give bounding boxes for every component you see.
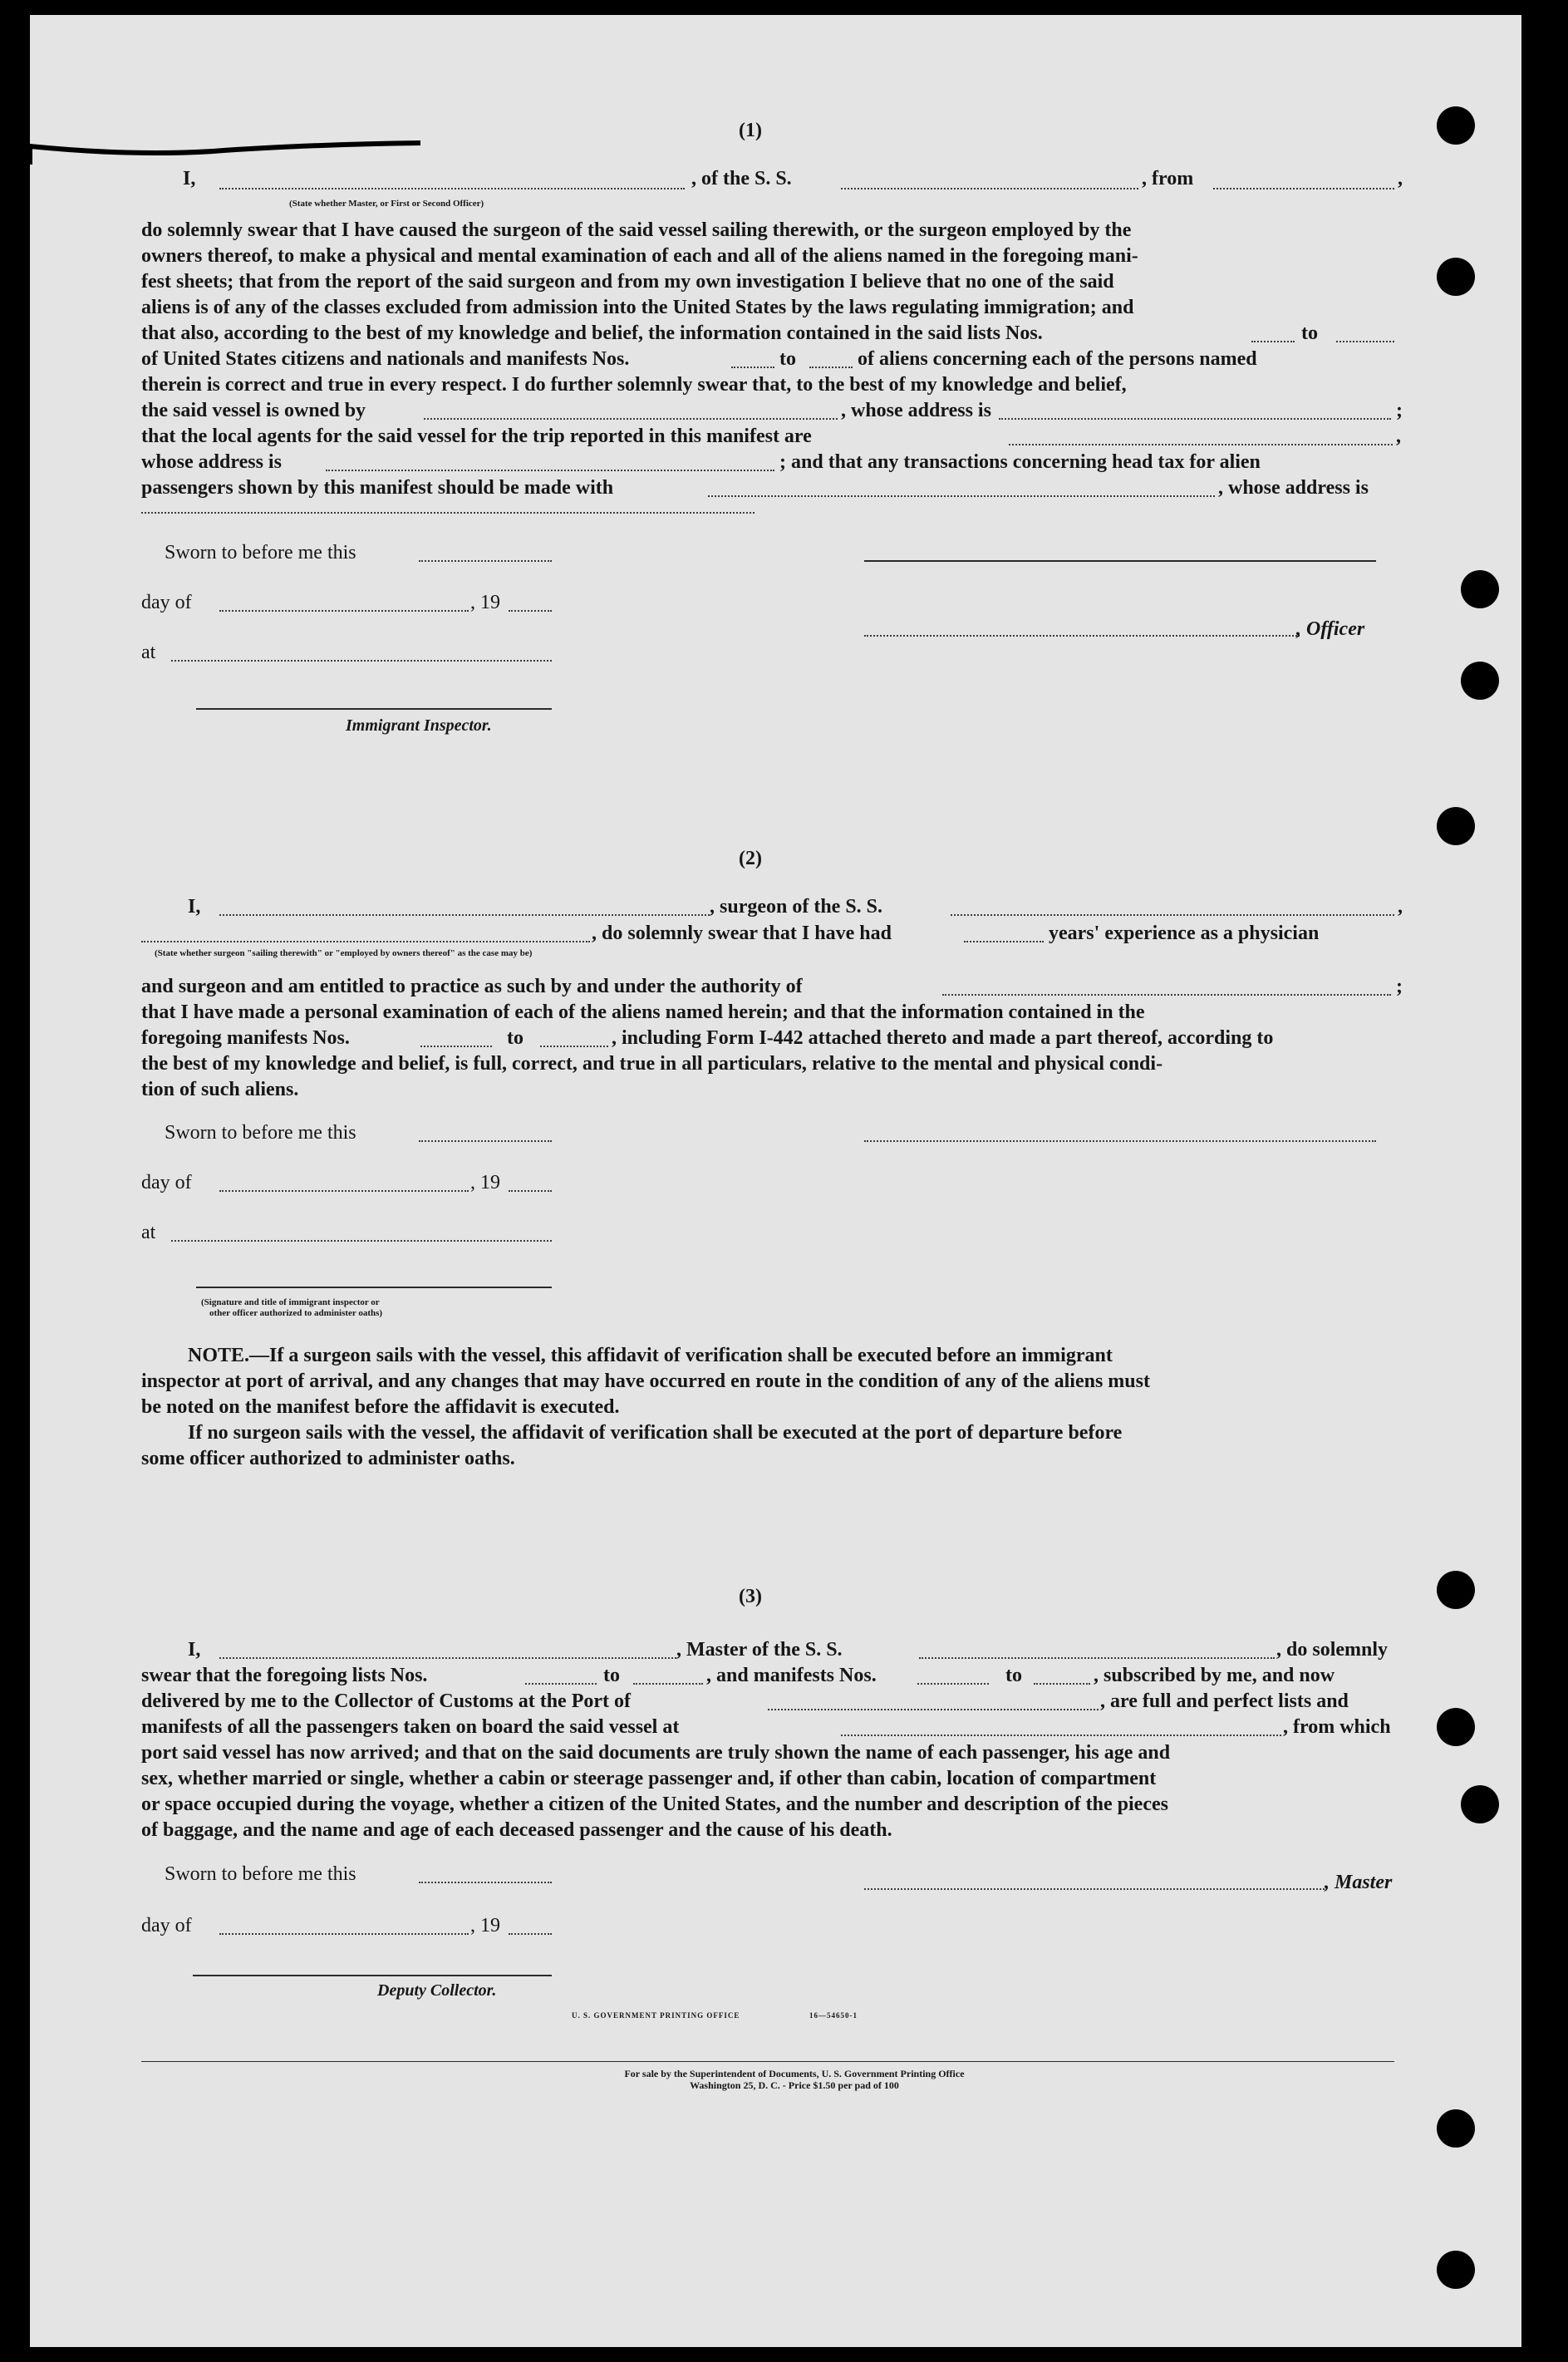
s3-year-field[interactable]: [509, 1933, 552, 1935]
s3-l2-a: swear that the foregoing lists Nos.: [141, 1665, 428, 1686]
s3-vessel-field[interactable]: [919, 1657, 1275, 1659]
s3-collector-signature-line[interactable]: [193, 1975, 552, 1976]
s2-l3-a: and surgeon and am entitled to practice as such by and under the authority of: [141, 976, 803, 997]
section-1-heading: (1): [739, 120, 762, 141]
torn-edge-mark: [30, 140, 429, 165]
s2-l2-a: , do solemnly swear that I have had: [592, 923, 892, 944]
s3-sworn-date-field[interactable]: [419, 1882, 552, 1883]
s2-at-label: at: [141, 1222, 156, 1243]
s1-l1-a: I,: [183, 168, 196, 189]
surgeon-status-note: (State whether surgeon "sailing therewith" or "employed by owners thereof" as the case may be): [155, 948, 533, 958]
surgeon-status-field[interactable]: [141, 941, 590, 942]
s1-l10-a: that the local agents for the said vessel for the trip reported in this manifest are: [141, 426, 812, 447]
s1-l9-c: ;: [1396, 400, 1403, 421]
sale-notice: [379, 2068, 1210, 2091]
punch-hole: [1437, 807, 1475, 845]
s2-sworn-date-field[interactable]: [419, 1140, 552, 1142]
s1-year-field[interactable]: [509, 610, 552, 612]
punch-hole: [1437, 106, 1475, 145]
s1-l12-b: , whose address is: [1218, 477, 1369, 499]
punch-hole: [1437, 1708, 1475, 1746]
s2-inspector-signature-line[interactable]: [196, 1287, 552, 1288]
s1-body-1: owners thereof, to make a physical and mental examination of each and all of the aliens named in the foregoing mani-: [141, 245, 1138, 267]
punch-hole: [1461, 1785, 1499, 1823]
section-3-heading: (3): [739, 1586, 762, 1607]
s2-month-field[interactable]: [219, 1190, 469, 1192]
years-experience-field[interactable]: [964, 941, 1044, 942]
section-2-heading: (2): [739, 848, 762, 869]
sale-notice-line-0: For sale by the Superintendent of Documents, U. S. Government Printing Office: [624, 2068, 965, 2079]
s1-at-label: at: [141, 642, 156, 663]
s1-month-field[interactable]: [219, 610, 469, 612]
s1-l8: therein is correct and true in every respect. I do further solemnly swear that, to the best of my knowledge and belief,: [141, 374, 1127, 396]
s3-l1-a: I,: [188, 1639, 201, 1661]
s1-l11-b: ; and that any transactions concerning head tax for alien: [779, 451, 1261, 473]
s2-manifests-from-field[interactable]: [420, 1046, 492, 1047]
s3-collector-label: Deputy Collector.: [377, 1981, 497, 2000]
manifests-to-field[interactable]: [809, 367, 853, 368]
s2-note-2: be noted on the manifest before the affidavit is executed.: [141, 1396, 620, 1418]
head-tax-contact-field[interactable]: [708, 495, 1215, 497]
s3-l4-a: manifests of all the passengers taken on board the said vessel at: [141, 1716, 680, 1738]
s3-l1-b: , Master of the S. S.: [676, 1639, 843, 1661]
punch-hole: [1437, 2109, 1475, 2148]
s3-body-3: of baggage, and the name and age of each deceased passenger and the cause of his death.: [141, 1819, 892, 1841]
s1-l7-b: to: [779, 348, 796, 370]
s3-body-0: port said vessel has now arrived; and that on the said documents are truly shown the name of each passenger, his age and: [141, 1742, 1171, 1764]
s2-note-0: NOTE.—If a surgeon sails with the vessel, this affidavit of verification shall be executed before an immigrant: [188, 1345, 1113, 1366]
s1-dayof-label: day of: [141, 592, 192, 613]
agents-address-field[interactable]: [326, 470, 774, 471]
s3-sworn-label: Sworn to before me this: [165, 1863, 356, 1885]
s3-body-2: or space occupied during the voyage, whether a citizen of the United States, and the number and description of the pieces: [141, 1794, 1168, 1815]
head-tax-address-field[interactable]: [141, 512, 755, 514]
lists-from-field[interactable]: [1251, 341, 1295, 342]
s3-year-label: , 19: [470, 1915, 500, 1936]
s1-l9-b: , whose address is: [841, 400, 991, 421]
s3-boarding-port-field[interactable]: [841, 1735, 1281, 1736]
s1-inspector-label: Immigrant Inspector.: [346, 716, 492, 735]
s3-l4-b: , from which: [1283, 1716, 1391, 1738]
s3-month-field[interactable]: [219, 1933, 469, 1935]
s3-l2-c: , and manifests Nos.: [706, 1665, 877, 1686]
sale-notice-line-1: Washington 25, D. C. - Price $1.50 per pad of 100: [690, 2079, 899, 2091]
s3-l2-e: , subscribed by me, and now: [1094, 1665, 1335, 1686]
punch-hole: [1437, 1571, 1475, 1609]
footer-rule: [141, 2061, 1394, 2062]
s3-l3-b: , are full and perfect lists and: [1100, 1690, 1349, 1712]
officer-title-note: (State whether Master, or First or Second Officer): [289, 199, 484, 209]
s1-body-0: do solemnly swear that I have caused the surgeon of the said vessel sailing therewith, or the surgeon employed by the: [141, 219, 1132, 241]
s3-lists-from-field[interactable]: [525, 1683, 597, 1685]
s1-officer-label: , Officer: [1296, 618, 1365, 640]
s2-sig-note-1: other officer authorized to administer oaths): [209, 1308, 383, 1318]
s3-master-signature-line[interactable]: [864, 1888, 1325, 1890]
s2-at-field[interactable]: [171, 1240, 552, 1242]
s2-dayof-label: day of: [141, 1172, 192, 1193]
s1-l10-b: ,: [1396, 426, 1401, 447]
s1-l9-a: the said vessel is owned by: [141, 400, 366, 421]
s1-body-2: fest sheets; that from the report of the said surgeon and from my own investigation I believe that no one of the said: [141, 271, 1114, 293]
s3-manifests-from-field[interactable]: [917, 1683, 989, 1685]
s2-surgeon-signature-line[interactable]: [864, 1140, 1376, 1142]
s3-lists-to-field[interactable]: [633, 1683, 703, 1685]
s2-name-field[interactable]: [219, 914, 710, 916]
s1-l7-c: of aliens concerning each of the persons named: [858, 348, 1257, 370]
s2-manifests-to-field[interactable]: [540, 1046, 608, 1047]
printer-imprint: U. S. GOVERNMENT PRINTING OFFICE: [572, 2011, 740, 2020]
s2-l5-b: to: [507, 1027, 523, 1049]
punch-hole: [1461, 570, 1499, 608]
punch-hole: [1437, 258, 1475, 296]
local-agents-field[interactable]: [1009, 444, 1393, 445]
s1-year-label: , 19: [470, 592, 500, 613]
owner-address-field[interactable]: [999, 418, 1391, 420]
s1-l1-b: , of the S. S.: [691, 168, 792, 189]
vessel-name-field[interactable]: [841, 188, 1138, 189]
s3-body-1: sex, whether married or single, whether a cabin or steerage passenger and, if other than cabin, location of compartment: [141, 1768, 1157, 1789]
punch-hole: [1461, 662, 1499, 700]
s1-officer-title-field[interactable]: [864, 635, 1300, 637]
departure-port-field[interactable]: [1213, 188, 1394, 189]
s1-l12-a: passengers shown by this manifest should be made with: [141, 477, 614, 499]
s1-at-field[interactable]: [171, 660, 552, 662]
s2-l1-b: , surgeon of the S. S.: [710, 896, 883, 918]
s3-l1-c: , do solemnly: [1276, 1639, 1389, 1661]
s1-l6-b: to: [1301, 322, 1318, 344]
s2-l1-c: ,: [1398, 896, 1403, 918]
s1-body-3: aliens is of any of the classes excluded from admission into the United States by the laws regulating immigration; and: [141, 297, 1134, 318]
s3-port-field[interactable]: [768, 1709, 1099, 1710]
s2-year-field[interactable]: [509, 1190, 552, 1192]
s3-manifests-to-field[interactable]: [1034, 1683, 1090, 1685]
s2-l1-a: I,: [188, 896, 201, 918]
s3-master-label: , Master: [1325, 1872, 1393, 1893]
form-number: 16—54650-1: [809, 2011, 858, 2020]
form-sheet: [30, 15, 1521, 2347]
s2-l7: tion of such aliens.: [141, 1079, 299, 1100]
s2-l2-b: years' experience as a physician: [1049, 923, 1320, 944]
s1-inspector-signature-line[interactable]: [196, 708, 552, 710]
vessel-owner-field[interactable]: [424, 418, 838, 420]
s2-sworn-label: Sworn to before me this: [165, 1122, 356, 1144]
punch-hole: [1437, 2251, 1475, 2289]
s1-l11-a: whose address is: [141, 451, 282, 473]
s2-note-1: inspector at port of arrival, and any changes that may have occurred en route in the condition of any of the aliens must: [141, 1370, 1150, 1392]
s1-l6-a: that also, according to the best of my knowledge and belief, the information contained in the said lists Nos.: [141, 322, 1043, 344]
s2-note-3: If no surgeon sails with the vessel, the affidavit of verification shall be executed at the port of departure before: [188, 1422, 1123, 1444]
s2-year-label: , 19: [470, 1172, 500, 1193]
s2-l6: the best of my knowledge and belief, is full, correct, and true in all particulars, relative to the mental and physical condi-: [141, 1053, 1163, 1075]
s1-officer-signature-line[interactable]: [864, 560, 1376, 562]
s3-name-field[interactable]: [219, 1657, 676, 1659]
s2-vessel-field[interactable]: [951, 914, 1394, 916]
lists-to-field[interactable]: [1336, 341, 1394, 342]
officer-title-field[interactable]: [219, 188, 685, 189]
s2-l4: that I have made a personal examination of each of the aliens named herein; and that the information contained in the: [141, 1001, 1145, 1023]
s1-l1-d: ,: [1398, 168, 1403, 189]
s1-sworn-label: Sworn to before me this: [165, 542, 356, 563]
practice-authority-field[interactable]: [942, 994, 1391, 996]
s1-l7-a: of United States citizens and nationals and manifests Nos.: [141, 348, 630, 370]
manifests-from-field[interactable]: [731, 367, 774, 368]
s2-note-4: some officer authorized to administer oaths.: [141, 1448, 515, 1469]
s3-l3-a: delivered by me to the Collector of Customs at the Port of: [141, 1690, 631, 1712]
s3-dayof-label: day of: [141, 1915, 192, 1936]
s3-l2-b: to: [603, 1665, 620, 1686]
s1-l1-c: , from: [1142, 168, 1194, 189]
s2-l3-b: ;: [1396, 976, 1403, 997]
s1-sworn-date-field[interactable]: [419, 560, 552, 562]
s3-l2-d: to: [1005, 1665, 1022, 1686]
s2-sig-note-0: (Signature and title of immigrant inspector or: [201, 1297, 380, 1307]
s2-l5-a: foregoing manifests Nos.: [141, 1027, 350, 1049]
s2-l5-c: , including Form I-442 attached thereto and made a part thereof, according to: [612, 1027, 1274, 1049]
